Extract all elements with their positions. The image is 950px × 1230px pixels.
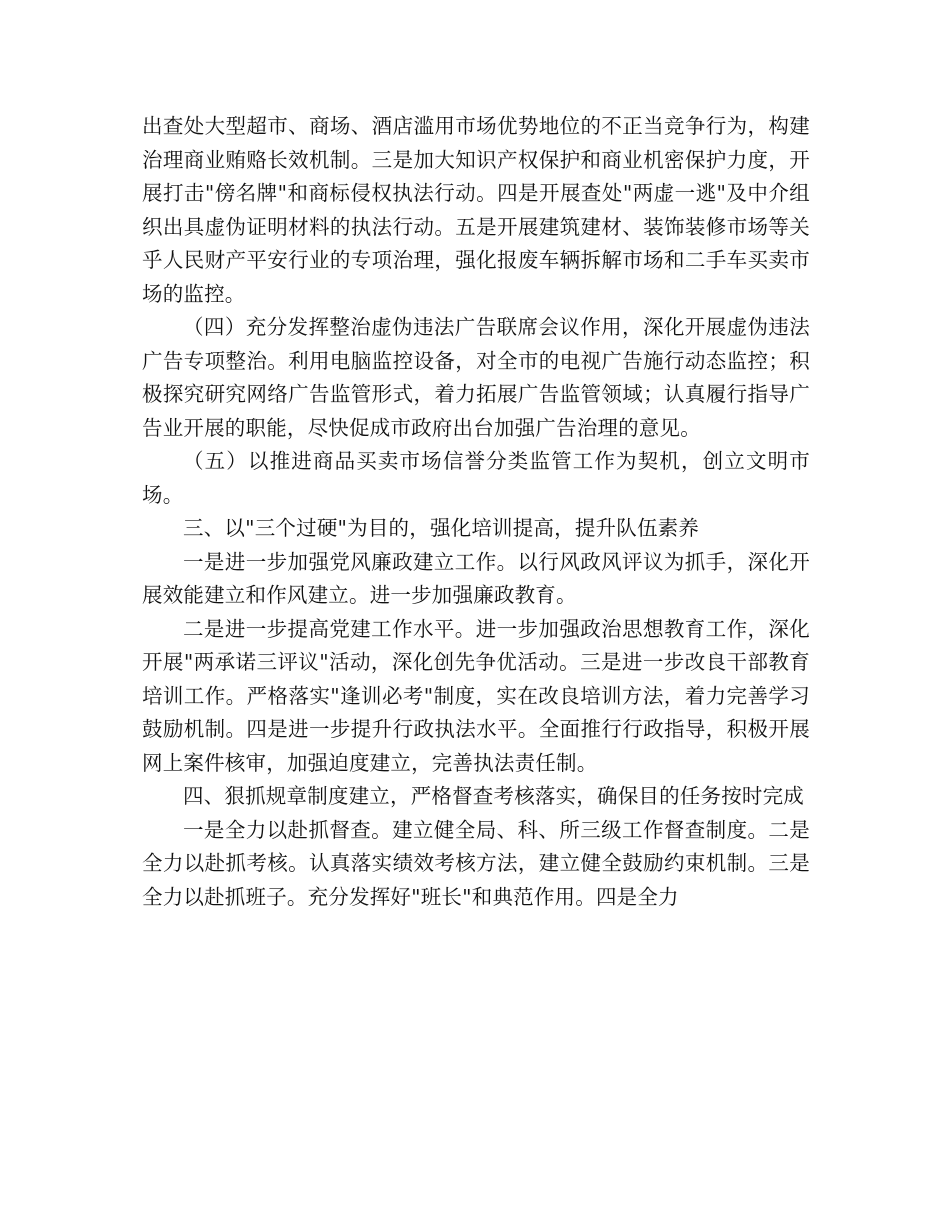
section-heading-team-quality: 三、以"三个过硬"为目的，强化培训提高，提升队伍素养 (183, 516, 700, 540)
paragraph-credit-supervision: （五）以推进商品买卖市场信誉分类监管工作为契机，创立文明市场。 (142, 449, 810, 507)
paragraph-market-regulation: 出查处大型超市、商场、酒店滥用市场优势地位的不正当竞争行为，构建治理商业贿赂长效机制。三是加大知识产权保护和商业机密保护力度，开展打击"傍名牌"和商标侵权执法行动。四是开展查处"两虚一逃"及中介组织出具虚伪证明材料的执法行动。五是开展建筑建材、装饰装修市场等关乎人民财产平安行业的专项治理，强化报废车辆拆解市场和二手车买卖市场的监控。 (142, 114, 810, 306)
paragraph-inspection-measures: 一是全力以赴抓督查。建立健全局、科、所三级工作督查制度。二是全力以赴抓考核。认真落实绩效考核方法，建立健全鼓励约束机制。三是全力以赴抓班子。充分发挥好"班长"和典范作用。四是全力 (142, 817, 810, 909)
paragraph-advertising-rectification: （四）充分发挥整治虚伪违法广告联席会议作用，深化开展虚伪违法广告专项整治。利用电脑监控设备，对全市的电视广告施行动态监控；积极探究研究网络广告监管形式，着力拓展广告监管领域；认真履行指导广告业开展的职能，尽快促成市政府出台加强广告治理的意见。 (142, 315, 810, 440)
section-heading-rules-and-inspection: 四、狠抓规章制度建立，严格督查考核落实，确保目的任务按时完成 (183, 784, 804, 808)
paragraph-party-integrity: 一是进一步加强党风廉政建立工作。以行风政风评议为抓手，深化开展效能建立和作风建立。进一步加强廉政教育。 (142, 549, 810, 607)
document-body (142, 110, 810, 914)
paragraph-party-building: 二是进一步提高党建工作水平。进一步加强政治思想教育工作，深化开展"两承诺三评议"活动，深化创先争优活动。三是进一步改良干部教育培训工作。严格落实"逢训必考"制度，实在改良培训方法，着力完善学习鼓励机制。四是进一步提升行政执法水平。全面推行行政指导，积极开展网上案件核审，加强迫度建立，完善执法责任制。 (142, 616, 810, 775)
